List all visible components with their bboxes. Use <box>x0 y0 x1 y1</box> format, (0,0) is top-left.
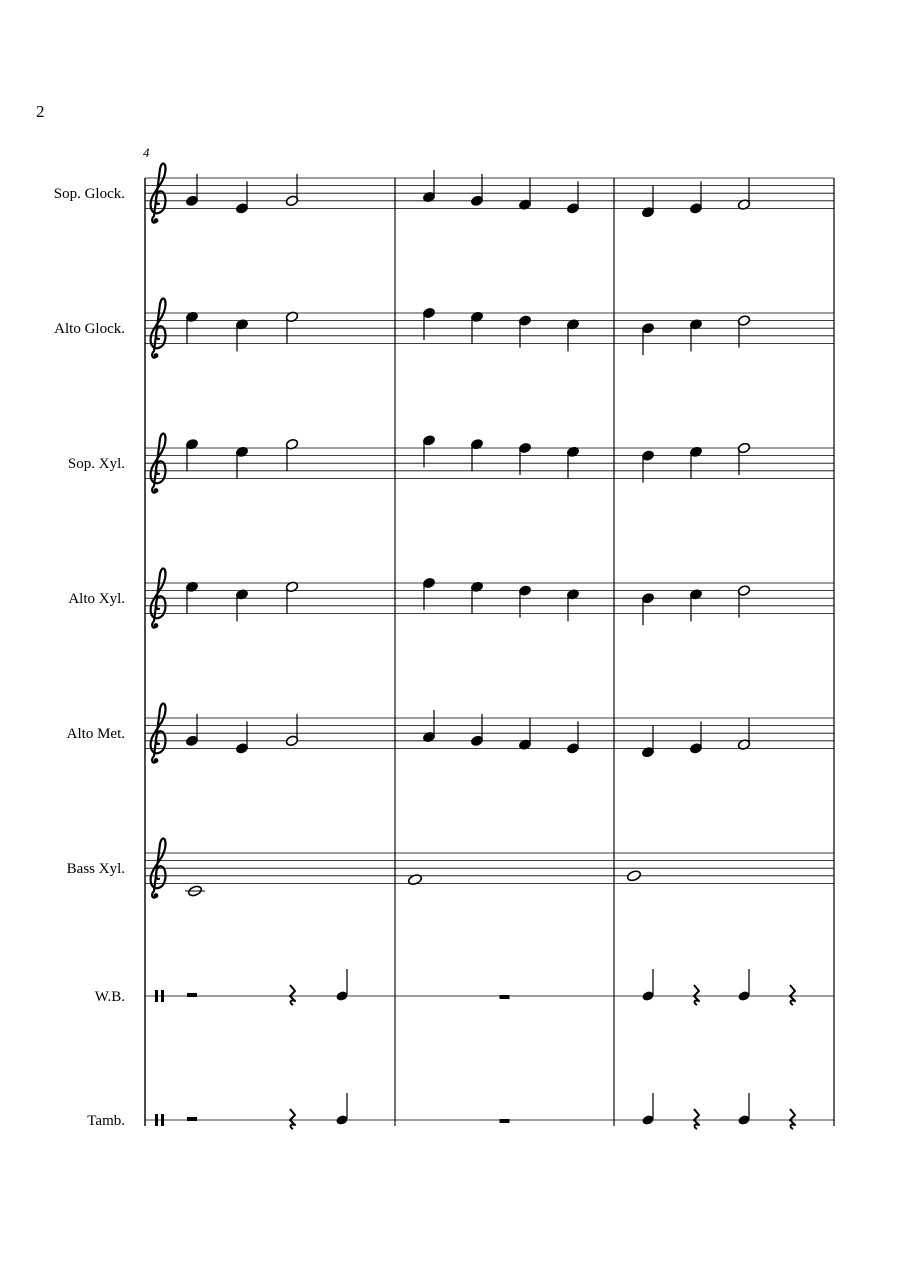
instrument-label: Tamb. <box>87 1113 125 1129</box>
quarter-rest-icon <box>290 1109 295 1129</box>
percussion-clef-icon <box>161 1114 164 1126</box>
staff-alto-xyl <box>68 568 834 627</box>
measure-number: 4 <box>143 145 150 160</box>
staff-tambourine <box>87 1093 834 1129</box>
quarter-rest-icon <box>790 1109 795 1129</box>
instrument-label: Sop. Xyl. <box>67 456 125 473</box>
staff-wood-block <box>95 969 834 1005</box>
staff-alto-met <box>67 703 834 762</box>
instrument-label: Alto Xyl. <box>68 591 125 608</box>
percussion-clef-icon <box>161 990 164 1002</box>
note-head <box>626 870 641 883</box>
treble-clef-dot <box>154 758 159 763</box>
instrument-label: Alto Met. <box>66 726 125 743</box>
quarter-rest-icon <box>694 1109 699 1129</box>
page-number: 2 <box>36 102 45 121</box>
percussion-clef-icon <box>155 990 158 1002</box>
staff-alto-glock <box>54 298 834 357</box>
staff-sop-glock <box>54 163 834 222</box>
treble-clef-dot <box>154 353 159 358</box>
half-rest-icon <box>187 993 197 997</box>
whole-rest-icon <box>500 1119 510 1123</box>
whole-rest-icon <box>500 995 510 999</box>
instrument-label: W.B. <box>94 989 125 1005</box>
percussion-clef-icon <box>155 1114 158 1126</box>
treble-clef-dot <box>154 488 159 493</box>
instrument-label: Sop. Glock. <box>53 186 125 203</box>
treble-clef-dot <box>154 893 159 898</box>
quarter-rest-icon <box>790 985 795 1005</box>
half-rest-icon <box>187 1117 197 1121</box>
quarter-rest-icon <box>694 985 699 1005</box>
treble-clef-dot <box>154 623 159 628</box>
instrument-label: Alto Glock. <box>54 321 125 338</box>
quarter-rest-icon <box>290 985 295 1005</box>
staff-bass-xyl <box>67 838 834 897</box>
treble-clef-dot <box>154 218 159 223</box>
instrument-label: Bass Xyl. <box>66 861 125 878</box>
staff-sop-xyl <box>68 433 834 492</box>
note-head <box>407 873 422 886</box>
